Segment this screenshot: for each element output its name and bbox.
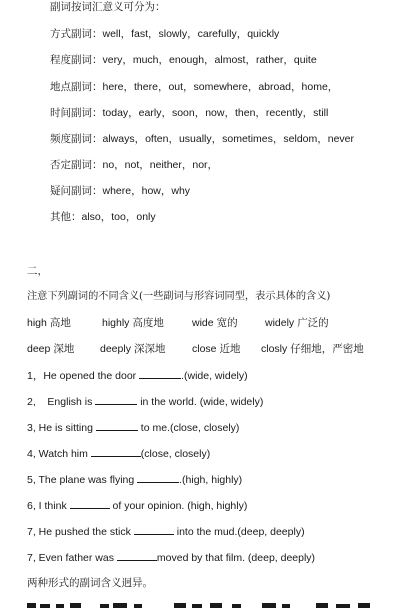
word-pair	[27, 342, 74, 356]
notice-line: 注意下列副词的不同含义(一些副词与形容词同型，表示具体的含义)	[27, 291, 331, 302]
category-words: well，fast，slowly，carefully，quickly	[102, 28, 280, 40]
word-pair	[100, 342, 165, 356]
answer-blank[interactable]	[91, 446, 141, 457]
pair-word: highly	[102, 317, 130, 329]
category-label: 方式副词：	[50, 28, 103, 40]
pair-word: wide	[192, 317, 214, 329]
category-words: very，much，enough，almost，rather，quite	[102, 54, 317, 66]
category-row	[50, 210, 156, 224]
exercise-item	[27, 446, 210, 461]
closing-line: 两种形式的副词含义迥异。	[27, 577, 153, 589]
category-row	[50, 53, 317, 67]
exercise-item	[27, 472, 242, 487]
category-label: 地点副词：	[50, 81, 103, 93]
exercise-text: 6, I think	[27, 500, 70, 512]
category-label: 程度副词：	[50, 54, 103, 66]
pair-word: closly	[261, 343, 288, 355]
exercise-text: 4, Watch him	[27, 448, 91, 460]
category-row	[50, 158, 218, 172]
word-pair	[265, 316, 329, 330]
category-words: always，often，usually，sometimes，seldom，never	[102, 133, 355, 145]
exercise-text: 5, The plane was flying	[27, 474, 138, 486]
answer-blank[interactable]	[137, 472, 179, 483]
word-pair	[27, 316, 71, 330]
exercise-text: in the world. (wide, widely)	[137, 396, 264, 408]
pair-meaning: 近地	[219, 343, 241, 355]
category-label: 其他：	[50, 211, 82, 223]
answer-blank[interactable]	[70, 498, 110, 509]
exercise-text: 7, He pushed the stick	[27, 526, 134, 538]
exercise-text: (close, closely)	[140, 448, 211, 460]
category-words: where，how，why	[102, 185, 191, 197]
answer-blank[interactable]	[134, 524, 174, 535]
exercise-text: .(high, highly)	[179, 474, 243, 486]
exercise-item	[27, 550, 315, 565]
exercise-item	[27, 394, 263, 409]
word-pair	[102, 316, 164, 330]
word-pair	[192, 342, 241, 356]
cut-off-line	[0, 600, 400, 608]
answer-blank[interactable]	[117, 550, 157, 561]
pair-word: high	[27, 317, 47, 329]
exercise-text: into the mud.(deep, deeply)	[173, 526, 305, 538]
pair-word: deep	[27, 343, 51, 355]
category-row	[50, 27, 279, 41]
category-label: 频度副词：	[50, 133, 103, 145]
cut-off-text-fragment	[0, 601, 400, 608]
exercise-text: to me.(close, closely)	[137, 422, 240, 434]
category-words: also，too，only	[81, 211, 156, 223]
pair-word: close	[192, 343, 217, 355]
category-row	[50, 106, 328, 120]
pair-meaning: 深地	[53, 343, 75, 355]
section-heading: 二，	[27, 265, 48, 277]
exercise-item	[27, 498, 247, 513]
pair-meaning: 高地	[49, 317, 71, 329]
exercise-text: 3, He is sitting	[27, 422, 96, 434]
exercise-text: 2, English is	[27, 396, 96, 408]
category-words: here，there，out，somewhere，abroad，home，	[102, 81, 339, 93]
exercise-item	[27, 524, 305, 539]
pair-meaning: 高度地	[132, 317, 164, 329]
exercise-text: of your opinion. (high, highly)	[109, 500, 248, 512]
answer-blank[interactable]	[96, 420, 138, 431]
exercise-item	[27, 368, 248, 383]
pair-word: deeply	[100, 343, 131, 355]
intro-line: 副词按词汇意义可分为：	[50, 1, 166, 13]
category-words: today，early，soon，now，then，recently，still	[102, 107, 329, 119]
category-label: 疑问副词：	[50, 185, 103, 197]
pair-meaning: 宽的	[216, 317, 238, 329]
pair-meaning: 深深地	[133, 343, 166, 355]
pair-meaning: 仔细地，严密地	[290, 343, 364, 355]
exercise-text: .(wide, widely)	[181, 370, 248, 382]
word-pair	[261, 342, 364, 356]
category-row	[50, 80, 338, 94]
answer-blank[interactable]	[95, 394, 137, 405]
category-row	[50, 132, 354, 146]
answer-blank[interactable]	[139, 368, 181, 379]
category-row	[50, 184, 190, 198]
category-label: 时间副词：	[50, 107, 103, 119]
pair-word: widely	[265, 317, 295, 329]
category-words: no，not，neither，nor，	[102, 159, 219, 171]
exercise-text: 1，He opened the door	[27, 370, 140, 382]
exercise-item	[27, 420, 239, 435]
exercise-text: 7, Even father was	[27, 552, 117, 564]
exercise-text: moved by that film. (deep, deeply)	[156, 552, 316, 564]
category-label: 否定副词：	[50, 159, 103, 171]
word-pair	[192, 316, 238, 330]
pair-meaning: 广泛的	[297, 317, 329, 329]
